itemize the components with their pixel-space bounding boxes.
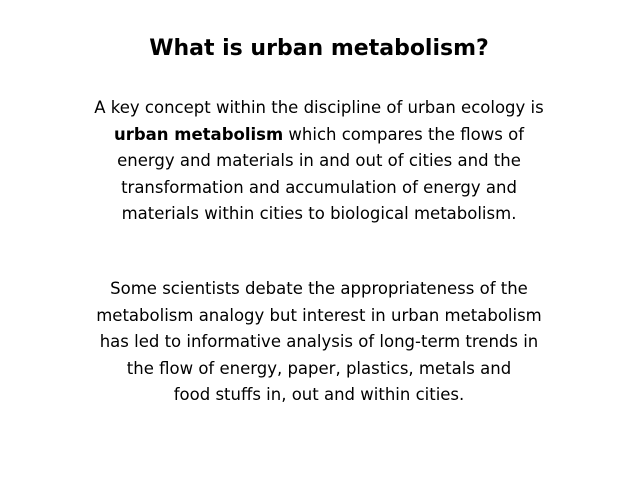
paragraph1-line2 bbox=[0, 122, 638, 149]
paragraph-scientific-debate bbox=[0, 276, 638, 409]
slide-title: What is urban metabolism? bbox=[149, 36, 489, 61]
paragraph2-line1: Some scientists debate the appropriateness of the bbox=[110, 279, 528, 298]
paragraph2-line2: metabolism analogy but interest in urban metabolism bbox=[96, 305, 542, 325]
urban-metabolism-term: urban metabolism bbox=[113, 124, 284, 144]
paragraph-urban-metabolism-definition bbox=[0, 95, 638, 228]
paragraph1-line3: energy and materials in and out of cities and the bbox=[117, 151, 521, 170]
paragraph1-line5: materials within cities to biological metabolism. bbox=[121, 204, 517, 223]
paragraph1-line2-rest: which compares the flows of bbox=[283, 124, 525, 144]
paragraph2-line5: food stuffs in, out and within cities. bbox=[173, 385, 465, 404]
paragraph2-line4: the flow of energy, paper, plastics, metals and bbox=[126, 358, 512, 378]
paragraph1-line1: A key concept within the discipline of urban ecology is bbox=[94, 98, 544, 117]
paragraph2-line3: has led to informative analysis of long-term trends in bbox=[99, 332, 539, 351]
paragraph1-line4: transformation and accumulation of energy and bbox=[121, 177, 517, 197]
